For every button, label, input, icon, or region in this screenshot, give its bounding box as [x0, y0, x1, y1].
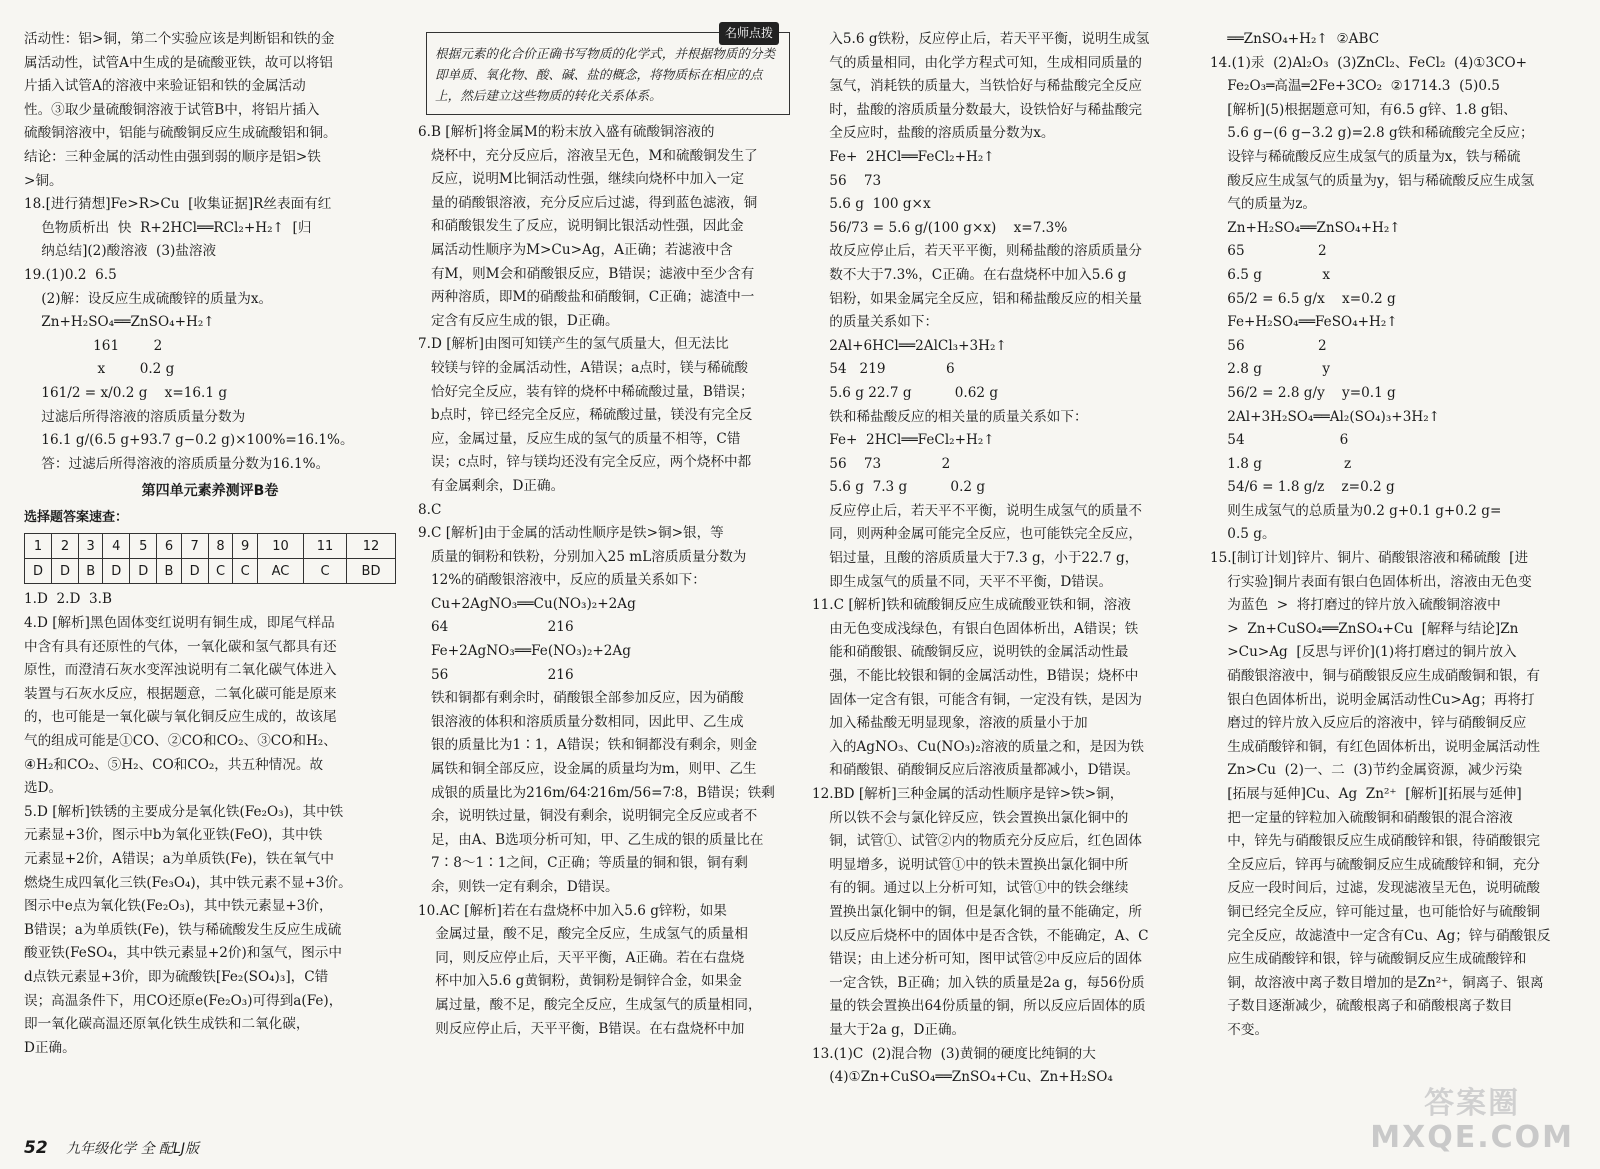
- teacher-tip-tag: 名师点拨: [719, 22, 779, 45]
- text-line: Fe+H₂SO₄══FeSO₄+H₂↑: [1210, 314, 1398, 331]
- text-line: 银白色固体析出，说明金属活动性Cu>Ag；再将打: [1210, 691, 1535, 708]
- text-line: 完全反应，故滤渣中一定含有Cu、Ag；锌与硝酸银反: [1210, 927, 1551, 944]
- answer-letter-cell: AC: [258, 559, 304, 584]
- text-line: 活动性：铝>铜，第二个实验应该是判断铝和铁的金: [24, 31, 335, 47]
- column-4: [1210, 28, 1584, 1043]
- text-line: 则生成氢气的总质量为0.2 g+0.1 g+0.2 g=: [1210, 502, 1502, 519]
- text-line: 6.B [解析]将金属M的粉末放入盛有硫酸铜溶液的: [418, 124, 715, 140]
- text-line: 烧杯中，充分反应后，溶液呈无色，M和硫酸铜发生了: [418, 147, 758, 164]
- text-line: 量大于2a g，D正确。: [812, 1021, 966, 1038]
- text-line: 过滤后所得溶液的溶质质量分数为: [24, 408, 246, 425]
- answer-letter-cell: B: [79, 559, 103, 584]
- text-line: 有M，则M会和硝酸银反应，B错误；滤液中至少含有: [418, 265, 755, 282]
- text-line: 气的质量相同，由化学方程式可知，生成相同质量的: [812, 54, 1142, 71]
- text-line: 有金属剩余，D正确。: [418, 477, 565, 494]
- text-line: x 0.2 g: [24, 361, 175, 378]
- page-footer: [24, 1138, 199, 1158]
- text-line: 两种溶质，即M的硝酸盐和硝酸铜，C正确；滤渣中一: [418, 289, 755, 306]
- text-line: 11.C [解析]铁和硫酸铜反应生成硫酸亚铁和铜，溶液: [812, 597, 1131, 614]
- text-line: 子数目逐渐减少，硫酸根离子和硝酸根离子数目: [1210, 998, 1513, 1015]
- text-line: 入的AgNO₃、Cu(NO₃)₂溶液的质量之和，是因为铁: [812, 738, 1144, 755]
- text-line: 原性，而澄清石灰水变浑浊说明有二氧化碳气体进入: [24, 662, 337, 679]
- text-line: 氢气，消耗铁的质量大，当铁恰好与稀盐酸完全反应: [812, 78, 1142, 95]
- text-line: 应生成硝酸锌和银，锌与硫酸铜反应生成硫酸锌和: [1210, 951, 1527, 968]
- text-line: Fe+ 2HCl══FeCl₂+H₂↑: [812, 432, 995, 449]
- answer-letter-cell: D: [130, 559, 157, 584]
- text-line: Zn>Cu (2)一、二 (3)节约金属资源，减少污染: [1210, 762, 1523, 779]
- text-line: 13.(1)C (2)混合物 (3)黄铜的硬度比纯铜的大: [812, 1045, 1096, 1062]
- text-line: 同，则两种金属可能完全反应，也可能铁完全反应，: [812, 526, 1142, 543]
- answer-number-cell: 7: [181, 534, 208, 559]
- text-line: 不变。: [1210, 1021, 1269, 1038]
- text-line: 4.D [解析]黑色固体变红说明有铜生成，即尾气样品: [24, 615, 335, 632]
- text-line: 行实验]铜片表面有银白色固体析出，溶液由无色变: [1210, 573, 1532, 590]
- answer-letter-cell: D: [103, 559, 130, 584]
- text-line: 64 216: [418, 619, 574, 636]
- text-line: 结论：三种金属的活动性由强到弱的顺序是铝>铁: [24, 148, 321, 165]
- text-line: 9.C [解析]由于金属的活动性顺序是铁>铜>银，等: [418, 525, 724, 542]
- text-line: 全反应时，盐酸的溶质质量分数为x。: [812, 125, 1055, 142]
- text-line: 量的铁会置换出64份质量的铜，所以反应后固体的质: [812, 998, 1146, 1015]
- answer-number-cell: 10: [258, 534, 304, 559]
- text-line: 即生成氢气的质量不同，天平不平衡，D错误。: [812, 573, 1113, 590]
- text-line: 2Al+6HCl══2AlCl₃+3H₂↑: [812, 337, 1007, 354]
- text-line: 属活动性，试管A中生成的是硫酸亚铁，故可以将铝: [24, 54, 333, 71]
- text-line: 属铁和铜全部反应，设金属的质量均为m，则甲、乙生: [418, 761, 757, 778]
- text-line: 5.6 g−(6 g−3.2 g)=2.8 g铁和稀硫酸完全反应；: [1210, 125, 1534, 142]
- text-line: 161/2 = x/0.2 g x=16.1 g: [24, 384, 228, 401]
- text-line: 余，说明铁过量，铜没有剩余，说明铜完全反应或者不: [418, 808, 758, 825]
- text-line: 5.D [解析]铁锈的主要成分是氧化铁(Fe₂O₃)，其中铁: [24, 803, 344, 820]
- text-line: > Zn+CuSO₄══ZnSO₄+Cu [解释与结论]Zn: [1210, 620, 1519, 637]
- text-line: Zn+H₂SO₄══ZnSO₄+H₂↑: [1210, 219, 1401, 236]
- text-line: 应，金属过量，反应生成的氢气的质量不相等，C错: [418, 430, 741, 447]
- text-line: 2.8 g y: [1210, 361, 1331, 378]
- text-line: 把一定量的锌粒加入硫酸铜和硝酸银的混合溶液: [1210, 809, 1513, 826]
- answer-key-label: 选择题答案速查：: [24, 509, 129, 525]
- teacher-tip-box: [426, 26, 790, 115]
- text-line: 7.D [解析]由图可知镁产生的氢气质量大，但无法比: [418, 336, 729, 353]
- text-line: 5.6 g 22.7 g 0.62 g: [812, 384, 999, 401]
- text-line: 足，由A、B选项分析可知，甲、乙生成的银的质量比在: [418, 831, 764, 848]
- text-line: 图示中e点为氧化铁(Fe₂O₃)，其中铁元素显+3价，: [24, 898, 333, 915]
- text-line: 54/6 = 1.8 g/z z=0.2 g: [1210, 479, 1395, 496]
- column-2: [418, 28, 790, 1041]
- text-line: 的质量关系如下：: [812, 314, 939, 331]
- text-line: 7∶8～1∶1之间，C正确；等质量的铜和银，铜有剩: [418, 855, 748, 872]
- col3-text: [812, 28, 1184, 1090]
- text-line: 和硝酸银、硝酸铜反应后溶液质量都减小，D错误。: [812, 762, 1140, 779]
- text-line: Fe+ 2HCl══FeCl₂+H₂↑: [812, 148, 995, 165]
- text-line: 杯中加入5.6 g黄铜粉，黄铜粉是铜锌合金，如果金: [418, 973, 742, 990]
- teacher-tip-text: 根据元素的化合价正确书写物质的化学式，并根据物质的分类即单质、氧化物、酸、碱、盐的概念，将物质标在相应的点上，然后建立这些物质的转化关系体系。: [435, 46, 776, 103]
- answer-number-cell: 8: [208, 534, 233, 559]
- text-line: 65 2: [1210, 243, 1327, 260]
- answer-key-table: [24, 533, 396, 584]
- text-line: 1.8 g z: [1210, 455, 1352, 472]
- text-line: 铝过量，且酸的溶质质量大于7.3 g，小于22.7 g，: [812, 550, 1139, 567]
- text-line: 56 216: [418, 666, 574, 683]
- text-line: 定含有反应生成的银，D正确。: [418, 312, 619, 329]
- text-line: (2)解：设反应生成硫酸锌的质量为x。: [24, 290, 273, 307]
- watermark: [1370, 1087, 1574, 1155]
- col1-text-top: [24, 28, 396, 476]
- text-line: 燃烧生成四氧化三铁(Fe₃O₄)，其中铁元素不显+3价。: [24, 874, 352, 891]
- text-line: d点铁元素显+3价，即为硫酸铁[Fe₂(SO₄)₃]，C错: [24, 968, 329, 985]
- text-line: 为蓝色 > 将打磨过的锌片放入硫酸铜溶液中: [1210, 597, 1501, 614]
- text-line: 铜，试管①、试管②内的物质充分反应后，红色固体: [812, 833, 1142, 850]
- column-1: [24, 28, 396, 1060]
- answer-letter-cell: C: [233, 559, 258, 584]
- text-line: 片插入试管A的溶液中来验证铝和铁的金属活动: [24, 78, 306, 95]
- text-line: (4)①Zn+CuSO₄══ZnSO₄+Cu、Zn+H₂SO₄: [812, 1069, 1113, 1086]
- text-line: 较镁与锌的金属活动性，A错误；a点时，镁与稀硫酸: [418, 359, 748, 376]
- text-line: 由无色变成浅绿色，有银白色固体析出，A错误；铁: [812, 620, 1139, 637]
- text-line: 恰好完全反应，装有锌的烧杯中稀硫酸过量，B错误；: [418, 383, 754, 400]
- text-line: Zn+H₂SO₄══ZnSO₄+H₂↑: [24, 314, 215, 331]
- text-line: 的，也可能是一氧化碳与氧化铜反应生成的，故该尾: [24, 709, 337, 726]
- text-line: 明显增多，说明试管①中的铁未置换出氯化铜中所: [812, 856, 1129, 873]
- text-line: ══ZnSO₄+H₂↑ ②ABC: [1210, 31, 1380, 47]
- answer-number-cell: 9: [233, 534, 258, 559]
- text-line: 故反应停止后，若天平平衡，则稀盐酸的溶质质量分: [812, 243, 1142, 260]
- text-line: 气的质量为z。: [1210, 196, 1317, 213]
- answer-letter-cell: D: [25, 559, 52, 584]
- text-line: 属活动性顺序为M>Cu>Ag，A正确；若滤液中含: [418, 241, 733, 258]
- text-line: Fe₂O₃═高温═2Fe+3CO₂ ②1714.3 (5)0.5: [1210, 78, 1500, 95]
- text-line: 反应一段时间后，过滤，发现滤液呈无色，说明硫酸: [1210, 880, 1540, 897]
- text-line: 硝酸银溶液中，铜与硝酸银反应生成硝酸铜和银，有: [1210, 668, 1540, 685]
- text-line: B错误；a为单质铁(Fe)，铁与稀硫酸发生反应生成硫: [24, 921, 342, 938]
- text-line: 有的铜。通过以上分析可知，试管①中的铁会继续: [812, 880, 1129, 897]
- answer-number-cell: 3: [79, 534, 103, 559]
- text-line: 强，不能比较银和铜的金属活动性，B错误；烧杯中: [812, 668, 1139, 685]
- answer-number-cell: 6: [157, 534, 181, 559]
- text-line: 入5.6 g铁粉，反应停止后，若天平平衡，说明生成氢: [812, 31, 1150, 47]
- text-line: 15.[制订计划]锌片、铜片、硝酸银溶液和稀硫酸 [进: [1210, 550, 1529, 567]
- text-line: 纳总结](2)酸溶液 (3)盐溶液: [24, 243, 217, 260]
- text-line: 能和硝酸银、硫酸铜反应，说明铁的金属活动性最: [812, 644, 1129, 661]
- watermark-bottom: MXQE.COM: [1370, 1120, 1574, 1155]
- text-line: 元素显+2价，A错误；a为单质铁(Fe)，铁在氧气中: [24, 851, 334, 867]
- text-line: 16.1 g/(6.5 g+93.7 g−0.2 g)×100%=16.1%。: [24, 432, 354, 449]
- text-line: [解析](5)根据题意可知，有6.5 g锌、1.8 g铝、: [1210, 101, 1517, 118]
- text-line: 答：过滤后所得溶液的溶质质量分数为16.1%。: [24, 455, 330, 472]
- text-line: 以反应后烧杯中的固体中是否含铁，不能确定，A、C: [812, 927, 1149, 944]
- text-line: 56 73: [812, 172, 882, 189]
- text-line: 属过量，酸不足，酸完全反应，生成氢气的质量相同，: [418, 996, 762, 1013]
- text-line: D正确。: [24, 1039, 76, 1056]
- text-line: 56 2: [1210, 337, 1327, 354]
- text-line: >Cu>Ag [反思与评价](1)将打磨过的铜片放入: [1210, 644, 1517, 661]
- text-line: 元素显+3价，图示中b为氧化亚铁(FeO)，其中铁: [24, 827, 323, 844]
- text-line: 生成硝酸锌和铜，有红色固体析出，说明金属活动性: [1210, 738, 1540, 755]
- answer-number-cell: 12: [347, 534, 396, 559]
- text-line: 铜已经完全反应，锌可能过量，也可能恰好与硫酸铜: [1210, 903, 1540, 920]
- watermark-top: 答案圈: [1424, 1086, 1521, 1121]
- text-line: 酸反应生成氢气的质量为y，铝与稀硫酸反应生成氢: [1210, 172, 1535, 189]
- text-line: 12.BD [解析]三种金属的活动性顺序是锌>铁>铜，: [812, 786, 1124, 802]
- text-line: 性。③取少量硫酸铜溶液于试管B中，将铝片插入: [24, 101, 320, 118]
- text-line: 时，盐酸的溶质质量分数最大，设铁恰好与稀盐酸完: [812, 101, 1142, 118]
- text-line: 所以铁不会与氯化锌反应，铁会置换出氯化铜中的: [812, 809, 1129, 826]
- text-line: 铝粉，如果金属完全反应，铝和稀盐酸反应的相关量: [812, 290, 1142, 307]
- text-line: 量的硝酸银溶液，充分反应后过滤，得到蓝色滤液，铜: [418, 194, 758, 211]
- text-line: 色物质析出 快 R+2HCl══RCl₂+H₂↑ [归: [24, 219, 312, 236]
- text-line: 56/2 = 2.8 g/y y=0.1 g: [1210, 384, 1396, 401]
- text-line: 余，则铁一定有剩余，D错误。: [418, 879, 619, 895]
- text-line: Fe+2AgNO₃══Fe(NO₃)₂+2Ag: [418, 643, 631, 660]
- text-line: 中含有具有还原性的气体，一氧化碳和氢气都具有还: [24, 638, 337, 655]
- section-title: 第四单元素养测评B卷: [141, 483, 279, 500]
- answer-number-cell: 4: [103, 534, 130, 559]
- answer-letter-cell: C: [304, 559, 347, 584]
- text-line: 56 73 2: [812, 455, 951, 472]
- text-line: 数不大于7.3%，C正确。在右盘烧杯中加入5.6 g: [812, 266, 1127, 283]
- text-line: 反应，说明M比铜活动性强，继续向烧杯中加入一定: [418, 171, 744, 188]
- answer-number-cell: 11: [304, 534, 347, 559]
- text-line: 设锌与稀硫酸反应生成氢气的质量为x，铁与稀硫: [1210, 148, 1521, 165]
- text-line: 则反应停止后，天平平衡，B错误。在右盘烧杯中加: [418, 1020, 745, 1037]
- text-line: 14.(1)汞 (2)Al₂O₃ (3)ZnCl₂、FeCl₂ (4)①3CO+: [1210, 54, 1528, 71]
- text-line: 硫酸铜溶液中，铝能与硫酸铜反应生成硫酸铝和铜。: [24, 125, 337, 142]
- text-line: 8.C: [418, 501, 442, 518]
- text-line: 54 6: [1210, 432, 1349, 449]
- answer-number-cell: 5: [130, 534, 157, 559]
- text-line: >铜。: [24, 172, 63, 189]
- text-line: 置换出氯化铜中的铜，但是氯化铜的量不能确定，所: [812, 903, 1142, 920]
- text-line: 即一氧化碳高温还原氧化铁生成铁和二氧化碳，: [24, 1016, 310, 1033]
- text-line: 19.(1)0.2 6.5: [24, 266, 117, 283]
- text-line: 铜，故溶液中离子数目增加的是Zn²⁺，铜离子、银离: [1210, 974, 1544, 991]
- text-line: ④H₂和CO₂、⑤H₂、CO和CO₂，共五种情况。故: [24, 756, 324, 773]
- answer-letter-cell: C: [208, 559, 233, 584]
- text-line: 161 2: [24, 337, 163, 354]
- text-line: 质量的铜粉和铁粉，分别加入25 mL溶质质量分数为: [418, 548, 747, 565]
- text-line: 1.D 2.D 3.B: [24, 591, 112, 608]
- text-line: 反应停止后，若天平不平衡，说明生成氢气的质量不: [812, 502, 1142, 519]
- col4-text: [1210, 28, 1584, 1043]
- book-title: 九年级化学 全 配LJ版: [66, 1141, 199, 1157]
- text-line: 同，则反应停止后，天平平衡，A正确。若在右盘烧: [418, 949, 745, 966]
- text-line: 54 219 6: [812, 361, 955, 378]
- text-line: 0.5 g。: [1210, 526, 1276, 543]
- text-line: 误；c点时，锌与镁均还没有完全反应，两个烧杯中都: [418, 454, 752, 471]
- text-line: 一定含铁，B正确；加入铁的质量是2a g，每56份质: [812, 974, 1145, 991]
- answer-letter-cell: D: [52, 559, 79, 584]
- text-line: 固体一定含有银，可能含有铜，一定没有铁，是因为: [812, 691, 1142, 708]
- text-line: 18.[进行猜想]Fe>R>Cu [收集证据]R丝表面有红: [24, 196, 332, 213]
- text-line: Cu+2AgNO₃══Cu(NO₃)₂+2Ag: [418, 595, 636, 612]
- col1-text-bottom: [24, 588, 396, 1060]
- answer-number-cell: 1: [25, 534, 52, 559]
- text-line: 铁和铜都有剩余时，硝酸银全部参加反应，因为硝酸: [418, 690, 744, 707]
- text-line: 全反应后，锌再与硫酸铜反应生成硫酸锌和铜，充分: [1210, 856, 1540, 873]
- text-line: 银溶液的体积和溶质质量分数相同，因此甲、乙生成: [418, 713, 744, 730]
- text-line: 错误；由上述分析可知，图甲试管②中反应后的固体: [812, 951, 1142, 968]
- text-line: 银的质量比为1∶1，A错误；铁和铜都没有剩余，则金: [418, 737, 758, 754]
- text-line: 误；高温条件下，用CO还原e(Fe₂O₃)可得到a(Fe)，: [24, 992, 343, 1009]
- text-line: 10.AC [解析]若在右盘烧杯中加入5.6 g锌粉，如果: [418, 902, 727, 919]
- answer-letter-cell: D: [181, 559, 208, 584]
- answer-letter-cell: B: [157, 559, 181, 584]
- page-number: 52: [24, 1138, 48, 1158]
- text-line: 气的组成可能是①CO、②CO和CO₂、③CO和H₂、: [24, 733, 337, 750]
- col2-text: [418, 121, 790, 1041]
- text-line: 磨过的锌片放入反应后的溶液中，锌与硝酸铜反应: [1210, 715, 1527, 732]
- text-line: 56/73 = 5.6 g/(100 g×x) x=7.3%: [812, 219, 1068, 236]
- answer-letter-cell: BD: [347, 559, 396, 584]
- text-line: 成银的质量比为216m/64∶216m/56=7∶8，B错误；铁剩: [418, 784, 775, 801]
- text-line: 5.6 g 100 g×x: [812, 196, 931, 213]
- text-line: 加入稀盐酸无明显现象，溶液的质量小于加: [812, 715, 1088, 732]
- text-line: 12%的硝酸银溶液中，反应的质量关系如下：: [418, 572, 706, 589]
- answer-number-cell: 2: [52, 534, 79, 559]
- text-line: 装置与石灰水反应，根据题意，二氧化碳可能是原来: [24, 685, 337, 702]
- text-line: 酸亚铁(FeSO₄，其中铁元素显+2价)和氢气，图示中: [24, 945, 342, 962]
- text-line: 铁和稀盐酸反应的相关量的质量关系如下：: [812, 408, 1088, 425]
- text-line: 5.6 g 7.3 g 0.2 g: [812, 479, 986, 496]
- text-line: 6.5 g x: [1210, 266, 1331, 283]
- text-line: 65/2 = 6.5 g/x x=0.2 g: [1210, 290, 1396, 307]
- column-3: [812, 28, 1184, 1090]
- text-line: 金属过量，酸不足，酸完全反应，生成氢气的质量相: [418, 926, 748, 943]
- text-line: b点时，锌已经完全反应，稀硫酸过量，镁没有完全反: [418, 407, 753, 424]
- text-line: 2Al+3H₂SO₄══Al₂(SO₄)₃+3H₂↑: [1210, 408, 1441, 425]
- text-line: 和硝酸银发生了反应，说明铜比银活动性强，因此金: [418, 218, 744, 235]
- text-line: 选D。: [24, 780, 63, 797]
- text-line: [拓展与延伸]Cu、Ag Zn²⁺ [解析][拓展与延伸]: [1210, 786, 1522, 802]
- answer-letter-row: [25, 559, 396, 584]
- text-line: 中，锌先与硝酸银反应生成硝酸锌和银，待硝酸银完: [1210, 833, 1540, 850]
- answer-number-row: [25, 534, 396, 559]
